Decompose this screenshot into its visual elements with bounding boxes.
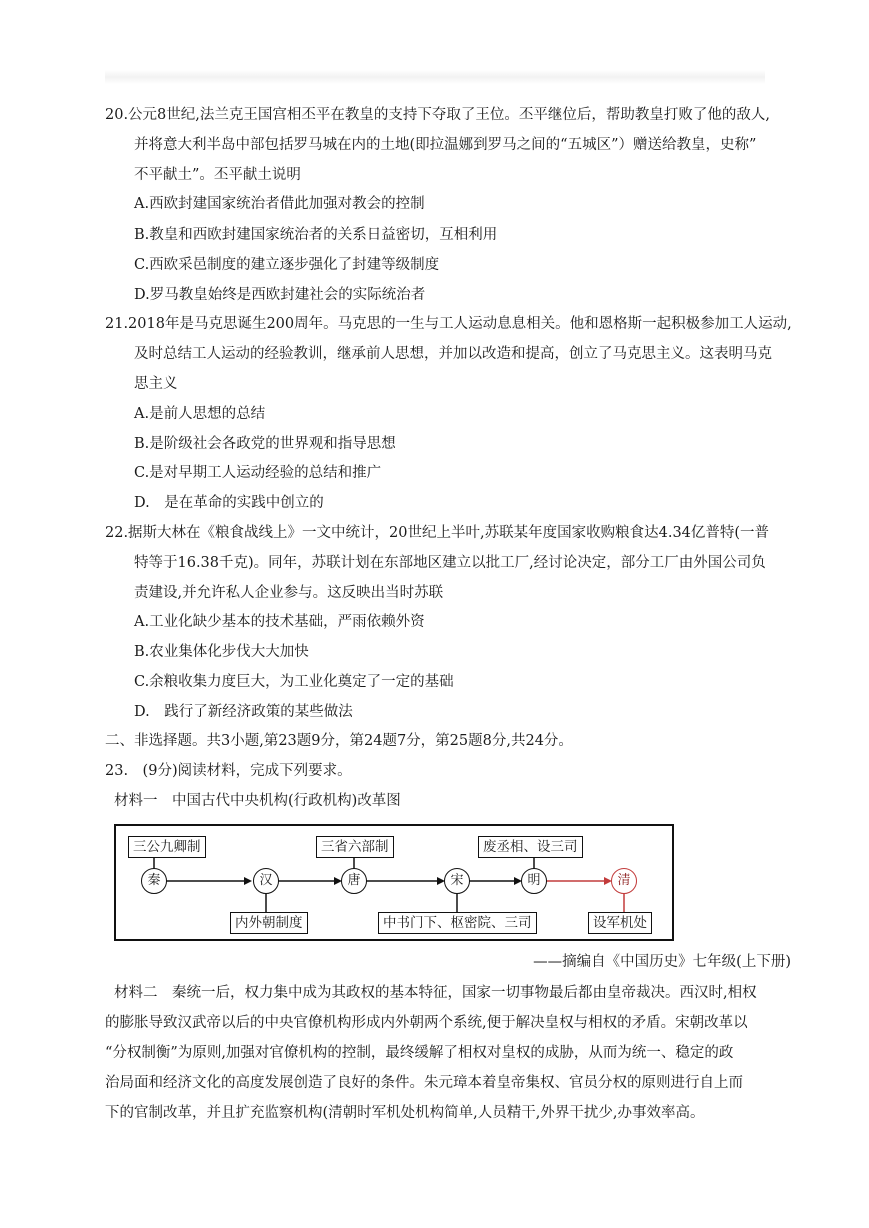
node-han: 汉 [253, 868, 279, 894]
material1-title: 材料一 中国古代中央机构(行政机构)改革图 [114, 793, 401, 809]
reform-diagram [114, 824, 674, 941]
diagram-source: ——摘编自《中国历史》七年级(上下册) [533, 954, 791, 970]
q20-option-c[interactable]: C.西欧采邑制度的建立逐步强化了封建等级制度 [134, 257, 440, 273]
arrowhead-han [244, 877, 252, 885]
q20-option-a[interactable]: A.西欧封建国家统治者借此加强对教会的控制 [134, 196, 425, 212]
q22-stem-line-2: 特等于16.38千克)。同年，苏联计划在东部地区建立以批工厂,经讨论决定，部分工厂由外国公司负 [134, 555, 766, 571]
material2-line-3: “分权制衡”为原则,加强对官僚机构的控制，最终缓解了相权对皇权的成胁，从而为统一、稳定的政 [105, 1045, 734, 1061]
node-ming: 明 [521, 868, 547, 894]
box-junjichu: 设军机处 [588, 912, 652, 934]
box-zhongshu-menxia: 中书门下、枢密院、三司 [378, 912, 537, 934]
node-qing: 清 [611, 868, 637, 894]
material2-line-5: 下的官制改革，并且扩充监察机构(清朝时军机处机构简单,人员精干,外界干扰少,办事效率高。 [105, 1105, 705, 1121]
q22-option-c[interactable]: C.余粮收集力度巨大，为工业化奠定了一定的基础 [134, 674, 454, 690]
box-sansheng-liubu: 三省六部制 [316, 836, 394, 858]
q20-stem-line-1: 20.公元8世纪,法兰克王国宫相丕平在教皇的支持下夺取了王位。丕平继位后，帮助教皇打败了他的敌人, [105, 107, 770, 123]
header-rule [105, 70, 765, 84]
q22-stem-line-1: 22.据斯大林在《粮食战线上》一文中统计，20世纪上半叶,苏联某年度国家收购粮食达4.34亿普特(一普 [105, 525, 770, 541]
material2-line-2: 的膨胀导致汉武帝以后的中央官僚机构形成内外朝两个系统,便于解决皇权与相权的矛盾。宋朝改革以 [105, 1015, 748, 1031]
q23-stem: 23. (9分)阅读材料，完成下列要求。 [105, 763, 352, 779]
material2-line-1: 材料二 秦统一后，权力集中成为其政权的基本特征，国家一切事物最后都由皇帝裁决。西汉时,相权 [114, 985, 757, 1001]
q21-option-c[interactable]: C.是对早期工人运动经验的总结和推广 [134, 465, 382, 481]
q21-stem-line-2: 及时总结工人运动的经验教训，继承前人思想，并加以改造和提高，创立了马克思主义。这表明马克 [134, 346, 772, 362]
q20-stem-line-2: 并将意大利半岛中部包括罗马城在内的土地(即拉温娜到罗马之间的“五城区”）赠送给教皇，史称” [134, 137, 757, 153]
q21-stem-line-1: 21.2018年是马克思诞生200周年。马克思的一生与工人运动息息相关。他和恩格斯一起积极参加工人运动, [105, 316, 792, 332]
material2-line-4: 治局面和经济文化的高度发展创造了良好的条件。朱元璋本着皇帝集权、官员分权的原则进行自上而 [105, 1075, 743, 1091]
q20-option-b[interactable]: B.教皇和西欧封建国家统治者的关系日益密切，互相利用 [134, 227, 498, 243]
q21-stem-line-3: 思主义 [134, 376, 178, 392]
box-sangong-jiuqing: 三公九卿制 [128, 836, 206, 858]
q22-option-a[interactable]: A.工业化缺少基本的技术基础，严雨依赖外资 [134, 614, 425, 630]
q22-option-b[interactable]: B.农业集体化步伐大大加快 [134, 644, 309, 660]
q20-stem-line-3: 不平献土”。丕平献土说明 [134, 167, 301, 183]
q22-stem-line-3: 责建设,并允许私人企业参与。这反映出当时苏联 [134, 585, 444, 601]
q21-option-a[interactable]: A.是前人思想的总结 [134, 406, 266, 422]
q21-option-d[interactable]: D. 是在革命的实践中创立的 [134, 495, 324, 511]
box-fei-chengxiang: 废丞相、设三司 [478, 836, 583, 858]
q21-option-b[interactable]: B.是阶级社会各政党的世界观和指导思想 [134, 436, 396, 452]
node-tang: 唐 [341, 868, 367, 894]
box-neiwai-chao: 内外朝制度 [230, 912, 308, 934]
node-qin: 秦 [141, 868, 167, 894]
q20-option-d[interactable]: D.罗马教皇始终是西欧封建社会的实际统治者 [134, 287, 426, 303]
section-heading: 二、非选择题。共3小题,第23题9分，第24题7分，第25题8分,共24分。 [105, 733, 573, 749]
node-song: 宋 [444, 868, 470, 894]
q22-option-d[interactable]: D. 践行了新经济政策的某些做法 [134, 704, 353, 720]
